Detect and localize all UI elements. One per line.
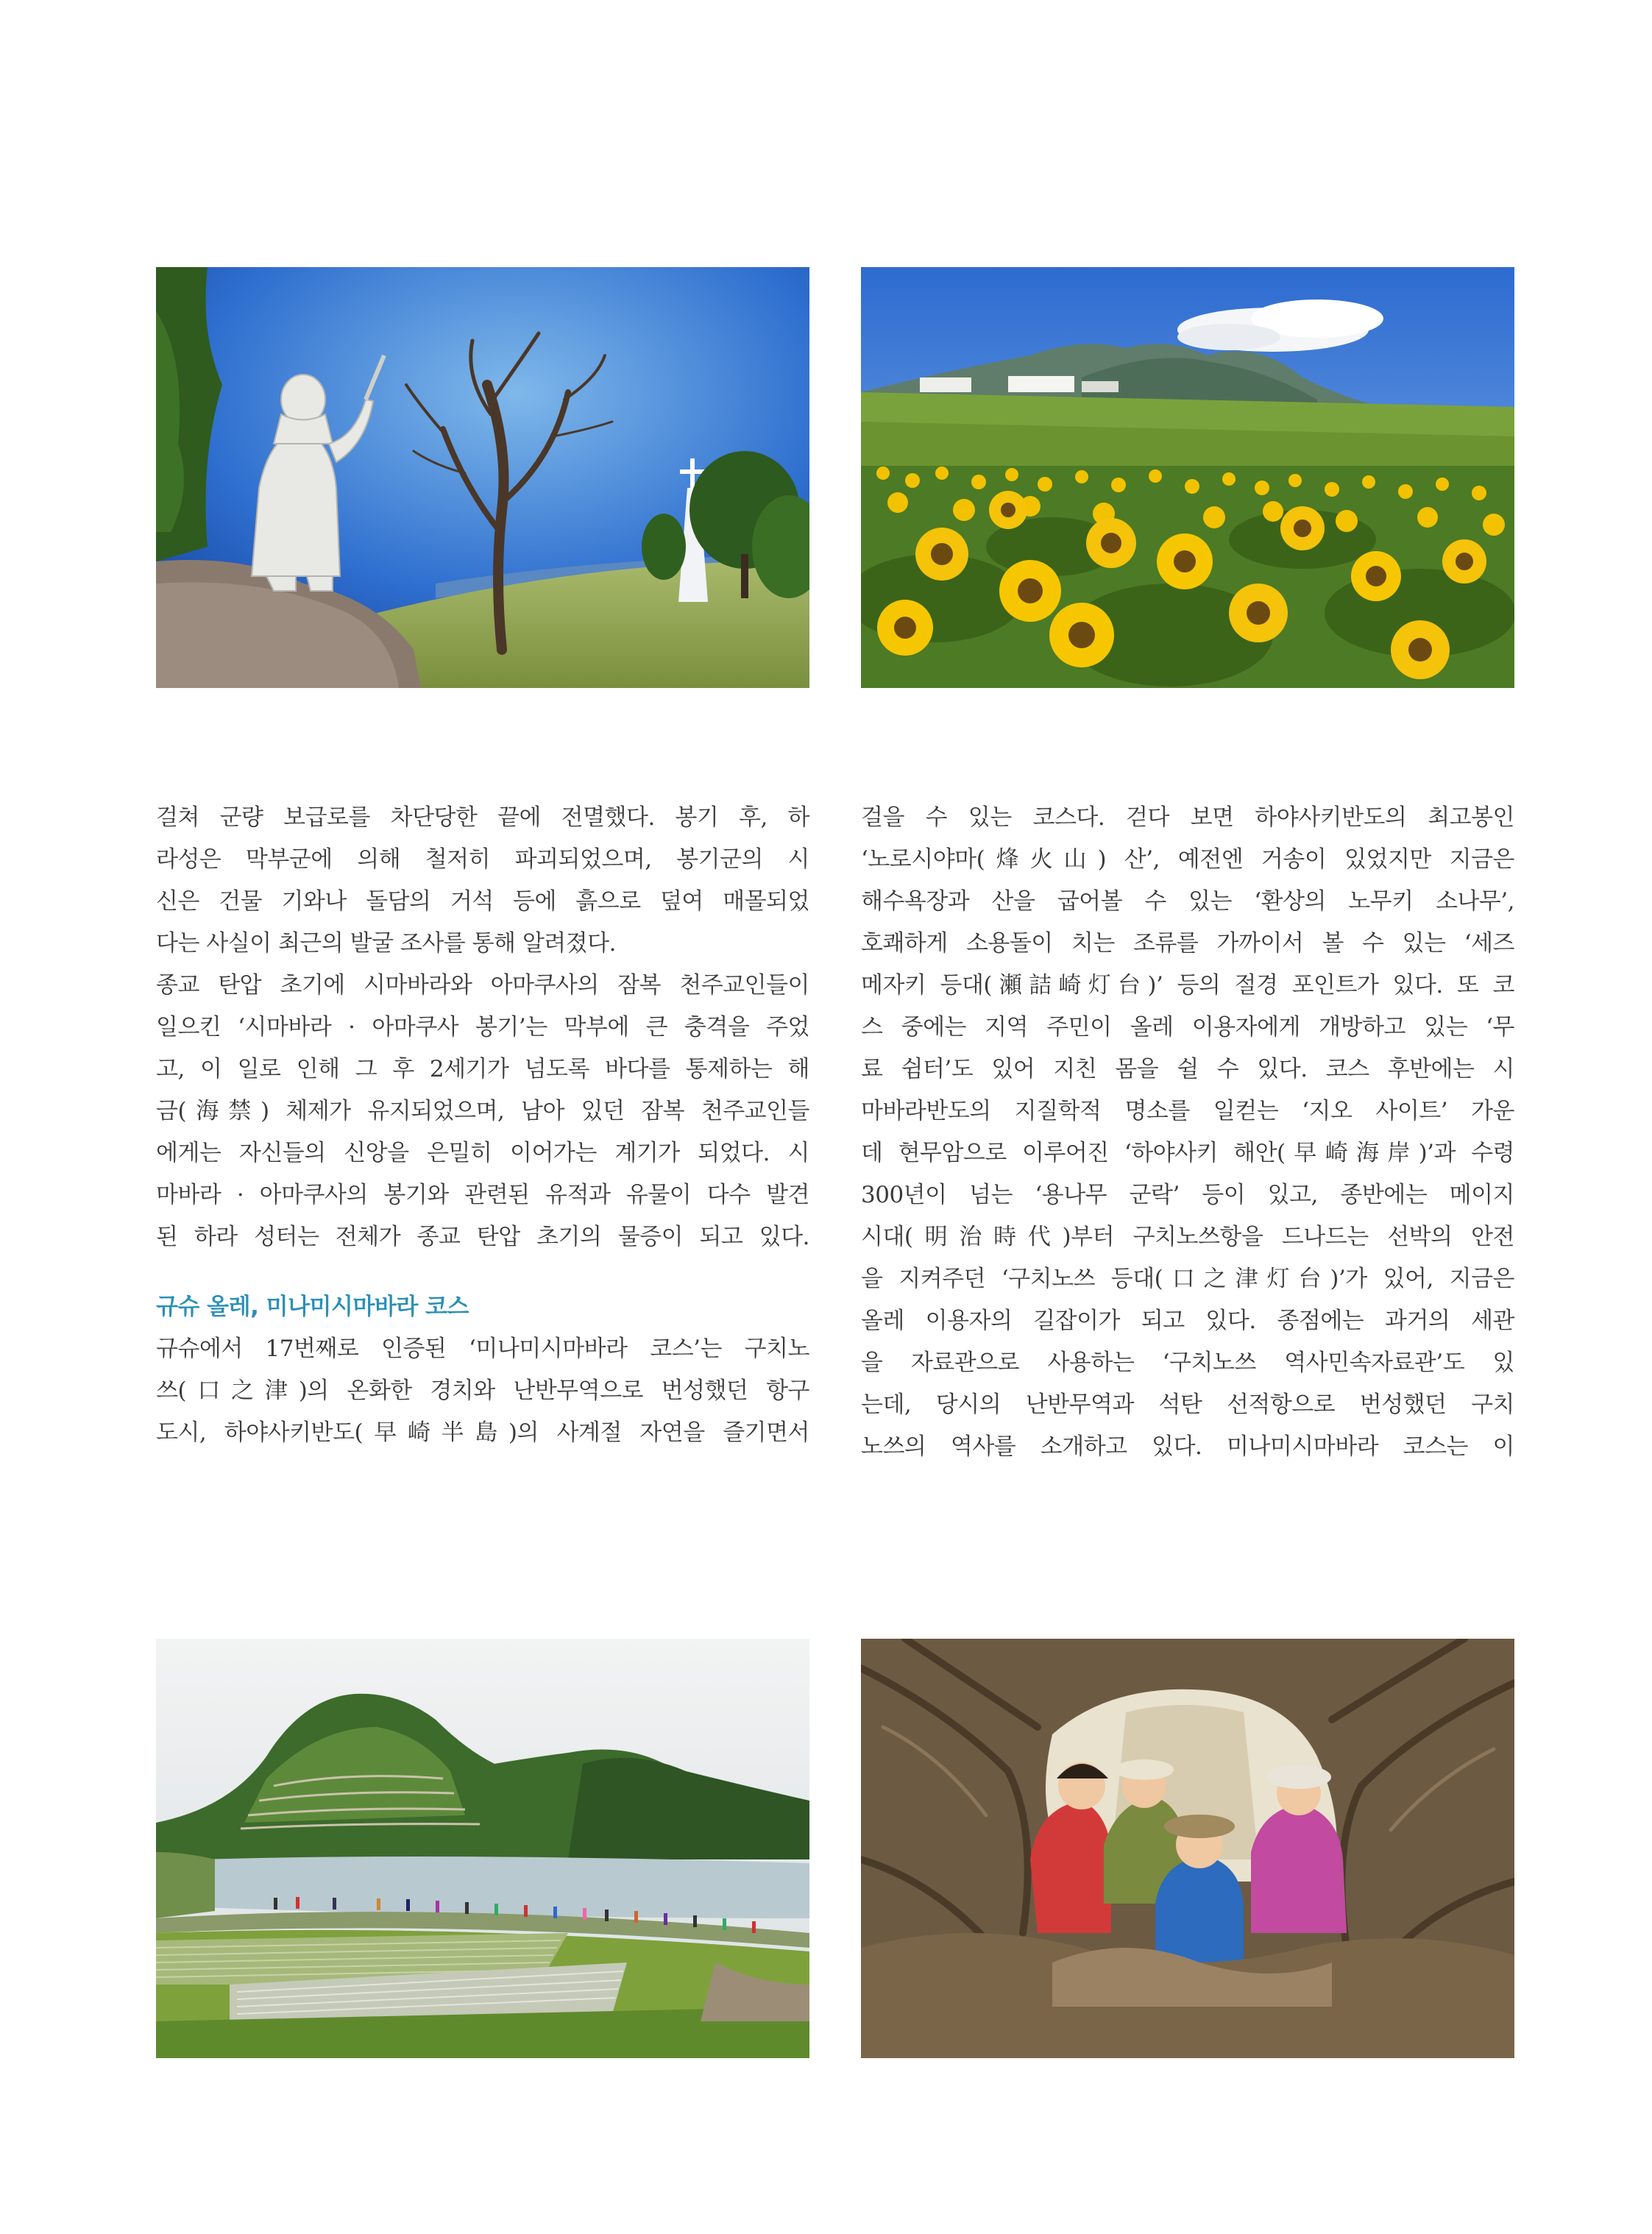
text-line: 마바라 · 아마쿠사의 봉기와 관련된 유적과 유물이 다수 발견 (156, 1182, 809, 1208)
text-line: 료 쉼터’도 있어 지친 몸을 쉴 수 있다. 코스 후반에는 시 (861, 1056, 1514, 1082)
text-line: 도시, 하야사키반도(早崎半島)의 사계절 자연을 즐기면서 (156, 1419, 809, 1446)
text-line: 쓰(口之津)의 온화한 경치와 난반무역으로 번성했던 항구 (156, 1377, 809, 1404)
text-line: 라성은 막부군에 의해 철저히 파괴되었으며, 봉기군의 시 (156, 846, 809, 873)
text-line: 걸을 수 있는 코스다. 걷다 보면 하야사키반도의 최고봉인 (861, 804, 1514, 831)
text-line: 신은 건물 기와나 돌담의 거석 등에 흙으로 덮여 매몰되었 (156, 888, 809, 915)
photo-hikers-in-tree-roots (861, 1639, 1514, 2058)
text-line: 고, 이 일로 인해 그 후 2세기가 넘도록 바다를 통제하는 해 (156, 1056, 809, 1082)
left-paragraph-3 (156, 1328, 809, 1454)
terraces-illustration (156, 1639, 809, 2058)
text-line: 금(海禁) 체제가 유지되었으며, 남아 있던 잠복 천주교인들 (156, 1098, 809, 1124)
text-line: 걸쳐 군량 보급로를 차단당한 끝에 전멸했다. 봉기 후, 하 (156, 804, 809, 831)
left-paragraph-2 (156, 965, 809, 1258)
text-line: 스 중에는 지역 주민이 올레 이용자에게 개방하고 있는 ‘무 (861, 1014, 1514, 1040)
section-heading: 규슈 올레, 미나미시마바라 코스 (156, 1294, 469, 1320)
text-line: 시대(明治時代)부터 구치노쓰항을 드나드는 선박의 안전 (861, 1224, 1514, 1250)
right-text-column (861, 797, 1514, 1468)
text-line: 호쾌하게 소용돌이 치는 조류를 가까이서 볼 수 있는 ‘세즈 (861, 930, 1514, 957)
text-line: 된 하라 성터는 전체가 종교 탄압 초기의 물증이 되고 있다. (156, 1224, 809, 1250)
text-line: 해수욕장과 산을 굽어볼 수 있는 ‘환상의 노무키 소나무’, (861, 888, 1514, 915)
text-line: 규슈에서 17번째로 인증된 ‘미나미시마바라 코스’는 구치노 (156, 1336, 809, 1362)
text-line: 을 지켜주던 ‘구치노쓰 등대(口之津灯台)’가 있어, 지금은 (861, 1266, 1514, 1292)
left-text-column (156, 797, 809, 1454)
text-line: 다는 사실이 최근의 발굴 조사를 통해 알려졌다. (156, 930, 616, 957)
text-line: 에게는 자신들의 신앙을 은밀히 이어가는 계기가 되었다. 시 (156, 1140, 809, 1166)
right-paragraph-1 (861, 797, 1514, 1468)
text-line: 메자키 등대(瀬詰崎灯台)’ 등의 절경 포인트가 있다. 또 코 (861, 972, 1514, 999)
text-line: 을 자료관으로 사용하는 ‘구치노쓰 역사민속자료관’도 있 (861, 1350, 1514, 1376)
text-line: 300년이 넘는 ‘용나무 군락’ 등이 있고, 종반에는 메이지 (861, 1182, 1514, 1208)
photo-statue-and-cross (156, 267, 809, 688)
left-paragraph-1 (156, 797, 809, 965)
photo-terraced-hill-walkers (156, 1639, 809, 2058)
photo-sunflower-field (861, 267, 1514, 688)
text-line: 일으킨 ‘시마바라 · 아마쿠사 봉기’는 막부에 큰 충격을 주었 (156, 1014, 809, 1040)
hikers-illustration (861, 1639, 1514, 2058)
text-line: 노쓰의 역사를 소개하고 있다. 미나미시마바라 코스는 이 (861, 1433, 1514, 1460)
sunflower-illustration (861, 267, 1514, 688)
text-line: 는데, 당시의 난반무역과 석탄 선적항으로 번성했던 구치 (861, 1391, 1514, 1418)
statue-illustration (156, 267, 809, 688)
text-line: 데 현무암으로 이루어진 ‘하야사키 해안(早崎海岸)’과 수령 (861, 1140, 1514, 1166)
text-line: 마바라반도의 지질학적 명소를 일컫는 ‘지오 사이트’ 가운 (861, 1098, 1514, 1124)
text-line: 올레 이용자의 길잡이가 되고 있다. 종점에는 과거의 세관 (861, 1308, 1514, 1334)
text-line: 종교 탄압 초기에 시마바라와 아마쿠사의 잠복 천주교인들이 (156, 972, 809, 999)
text-line: ‘노로시야마(烽火山) 산’, 예전엔 거송이 있었지만 지금은 (861, 846, 1514, 873)
